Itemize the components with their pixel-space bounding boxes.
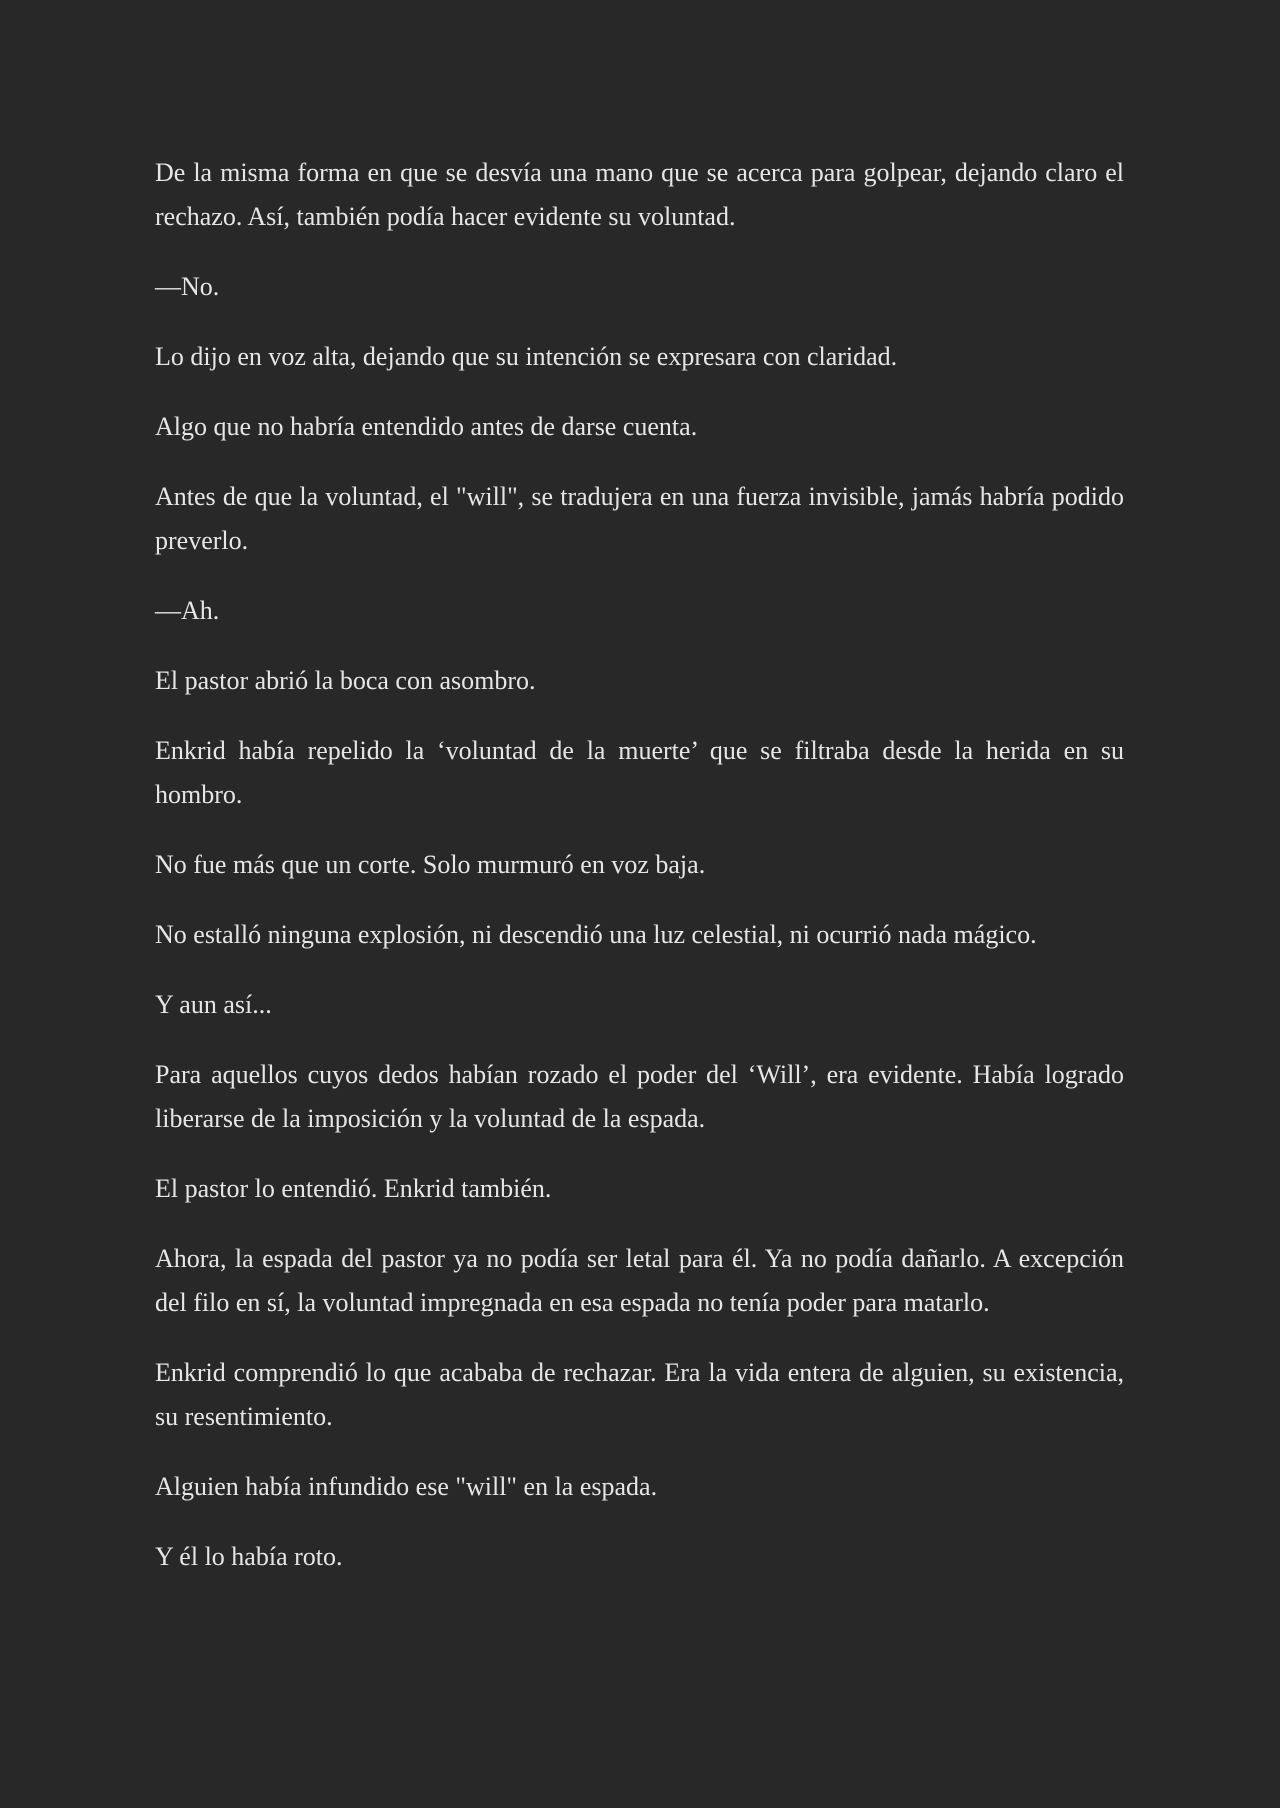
paragraph: Y él lo había roto. bbox=[155, 1542, 343, 1571]
paragraph: —Ah. bbox=[155, 596, 220, 625]
paragraph: Antes de que la voluntad, el "will", se tradujera en una fuerza invisible, jamás habría podido preverlo. bbox=[155, 482, 1124, 555]
paragraph: No fue más que un corte. Solo murmuró en voz baja. bbox=[155, 850, 706, 879]
document-body bbox=[155, 151, 1124, 1605]
paragraph: Algo que no habría entendido antes de darse cuenta. bbox=[155, 412, 698, 441]
paragraph: Y aun así... bbox=[155, 990, 272, 1019]
paragraph: Enkrid comprendió lo que acababa de rechazar. Era la vida entera de alguien, su existencia, su resentimiento. bbox=[155, 1358, 1124, 1431]
paragraph: De la misma forma en que se desvía una mano que se acerca para golpear, dejando claro el rechazo. Así, también podía hacer evidente su voluntad. bbox=[155, 158, 1124, 231]
paragraph: No estalló ninguna explosión, ni descendió una luz celestial, ni ocurrió nada mágico. bbox=[155, 920, 1037, 949]
paragraph: Alguien había infundido ese "will" en la espada. bbox=[155, 1472, 658, 1501]
paragraph: El pastor abrió la boca con asombro. bbox=[155, 666, 536, 695]
paragraph: Ahora, la espada del pastor ya no podía ser letal para él. Ya no podía dañarlo. A excepción del filo en sí, la voluntad impregnada en esa espada no tenía poder para matarlo. bbox=[155, 1244, 1124, 1317]
paragraph: El pastor lo entendió. Enkrid también. bbox=[155, 1174, 552, 1203]
paragraph: Enkrid había repelido la ‘voluntad de la muerte’ que se filtraba desde la herida en su hombro. bbox=[155, 736, 1124, 809]
paragraph: Lo dijo en voz alta, dejando que su intención se expresara con claridad. bbox=[155, 342, 898, 371]
paragraph: —No. bbox=[155, 272, 220, 301]
paragraph: Para aquellos cuyos dedos habían rozado el poder del ‘Will’, era evidente. Había logrado liberarse de la imposición y la voluntad de la espada. bbox=[155, 1060, 1124, 1133]
